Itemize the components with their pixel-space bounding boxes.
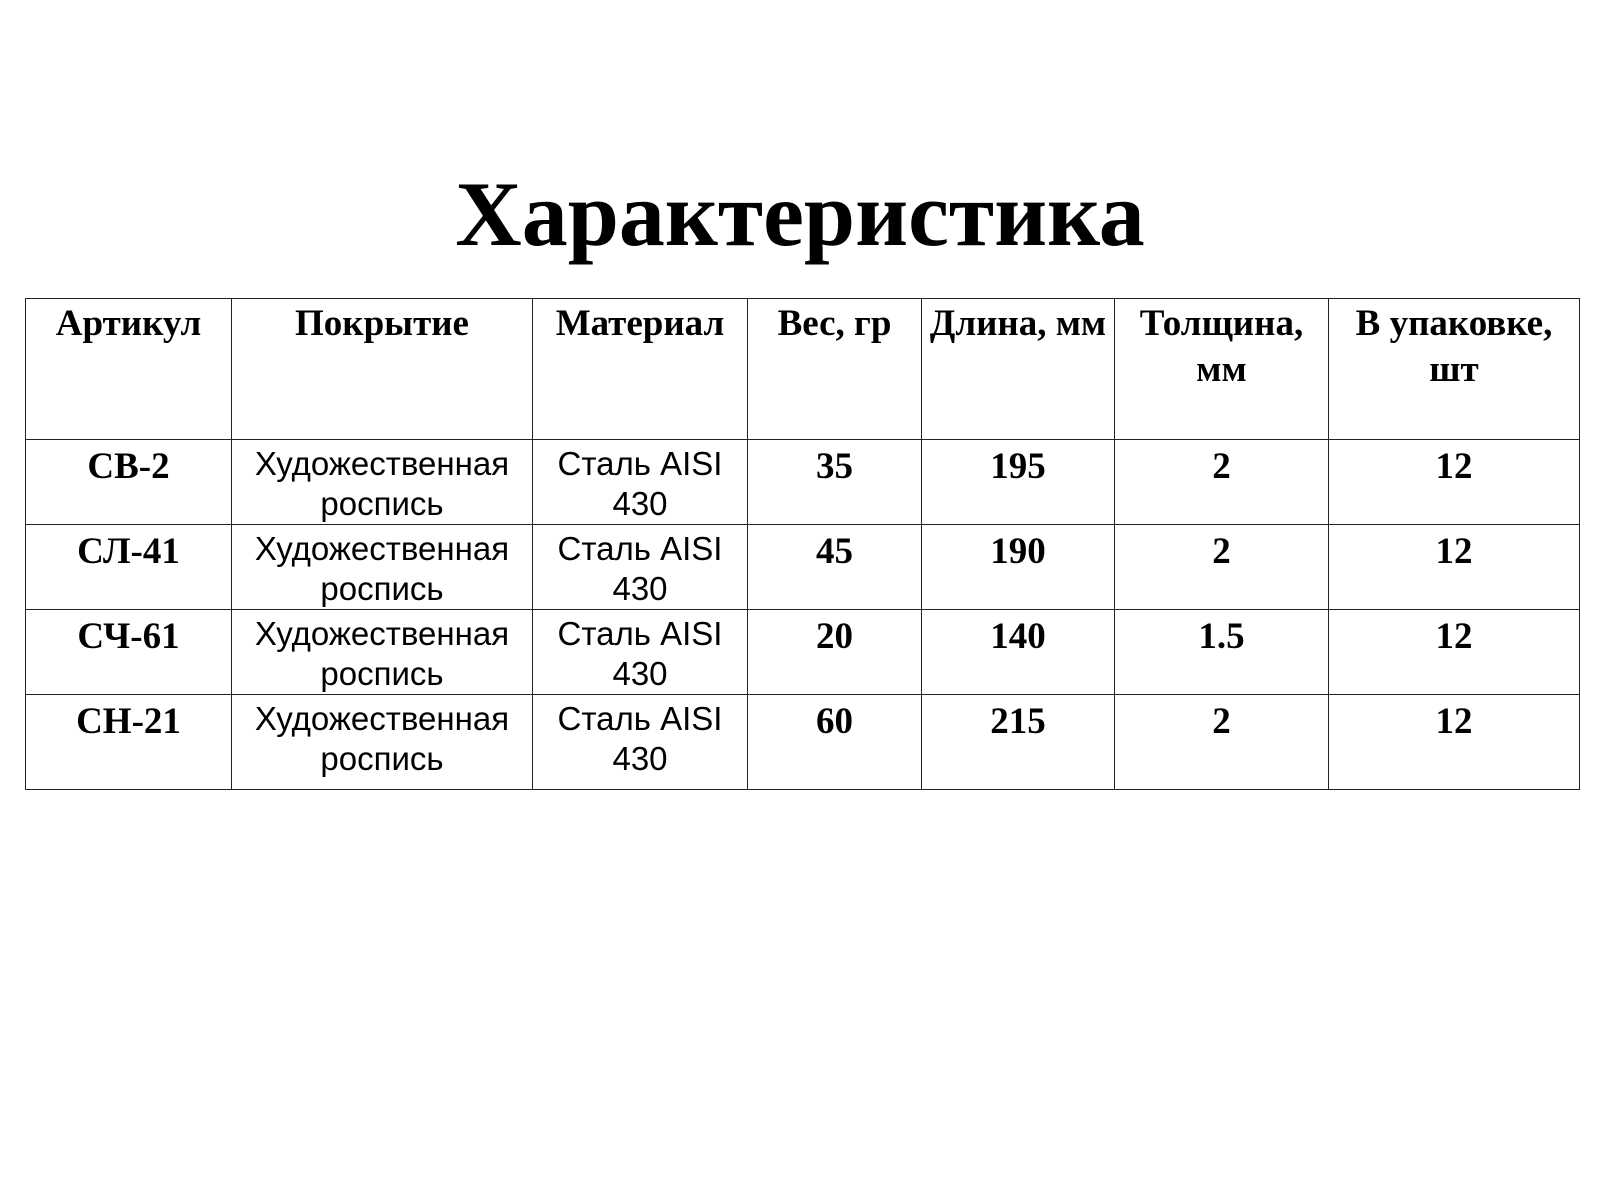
cell-length: 190 bbox=[922, 525, 1115, 610]
cell-coating: Художественная роспись bbox=[232, 695, 533, 790]
cell-length: 195 bbox=[922, 440, 1115, 525]
page-title: Характеристика bbox=[455, 163, 1145, 265]
cell-length: 215 bbox=[922, 695, 1115, 790]
cell-thickness: 2 bbox=[1115, 440, 1329, 525]
cell-material: Сталь AISI 430 bbox=[533, 610, 748, 695]
specifications-table bbox=[25, 298, 1580, 790]
cell-thickness: 2 bbox=[1115, 525, 1329, 610]
cell-article: СВ-2 bbox=[26, 440, 232, 525]
cell-per-pack: 12 bbox=[1329, 610, 1580, 695]
cell-thickness: 2 bbox=[1115, 695, 1329, 790]
header-article: Артикул bbox=[26, 299, 232, 440]
cell-weight: 20 bbox=[748, 610, 922, 695]
table-row bbox=[26, 610, 1580, 695]
cell-weight: 60 bbox=[748, 695, 922, 790]
cell-article: СН-21 bbox=[26, 695, 232, 790]
cell-per-pack: 12 bbox=[1329, 695, 1580, 790]
header-length: Длина, мм bbox=[922, 299, 1115, 440]
cell-material: Сталь AISI 430 bbox=[533, 525, 748, 610]
cell-per-pack: 12 bbox=[1329, 525, 1580, 610]
cell-weight: 45 bbox=[748, 525, 922, 610]
cell-material: Сталь AISI 430 bbox=[533, 440, 748, 525]
cell-article: СЧ-61 bbox=[26, 610, 232, 695]
cell-per-pack: 12 bbox=[1329, 440, 1580, 525]
cell-article: СЛ-41 bbox=[26, 525, 232, 610]
cell-coating: Художественная роспись bbox=[232, 525, 533, 610]
header-material: Материал bbox=[533, 299, 748, 440]
cell-weight: 35 bbox=[748, 440, 922, 525]
cell-thickness: 1.5 bbox=[1115, 610, 1329, 695]
header-thickness: Толщина, мм bbox=[1115, 299, 1329, 440]
cell-coating: Художественная роспись bbox=[232, 440, 533, 525]
table-row bbox=[26, 695, 1580, 790]
header-coating: Покрытие bbox=[232, 299, 533, 440]
header-weight: Вес, гр bbox=[748, 299, 922, 440]
table-row bbox=[26, 440, 1580, 525]
header-row bbox=[26, 299, 1580, 440]
table-row bbox=[26, 525, 1580, 610]
cell-length: 140 bbox=[922, 610, 1115, 695]
header-per-pack: В упаковке, шт bbox=[1329, 299, 1580, 440]
cell-coating: Художественная роспись bbox=[232, 610, 533, 695]
cell-material: Сталь AISI 430 bbox=[533, 695, 748, 790]
